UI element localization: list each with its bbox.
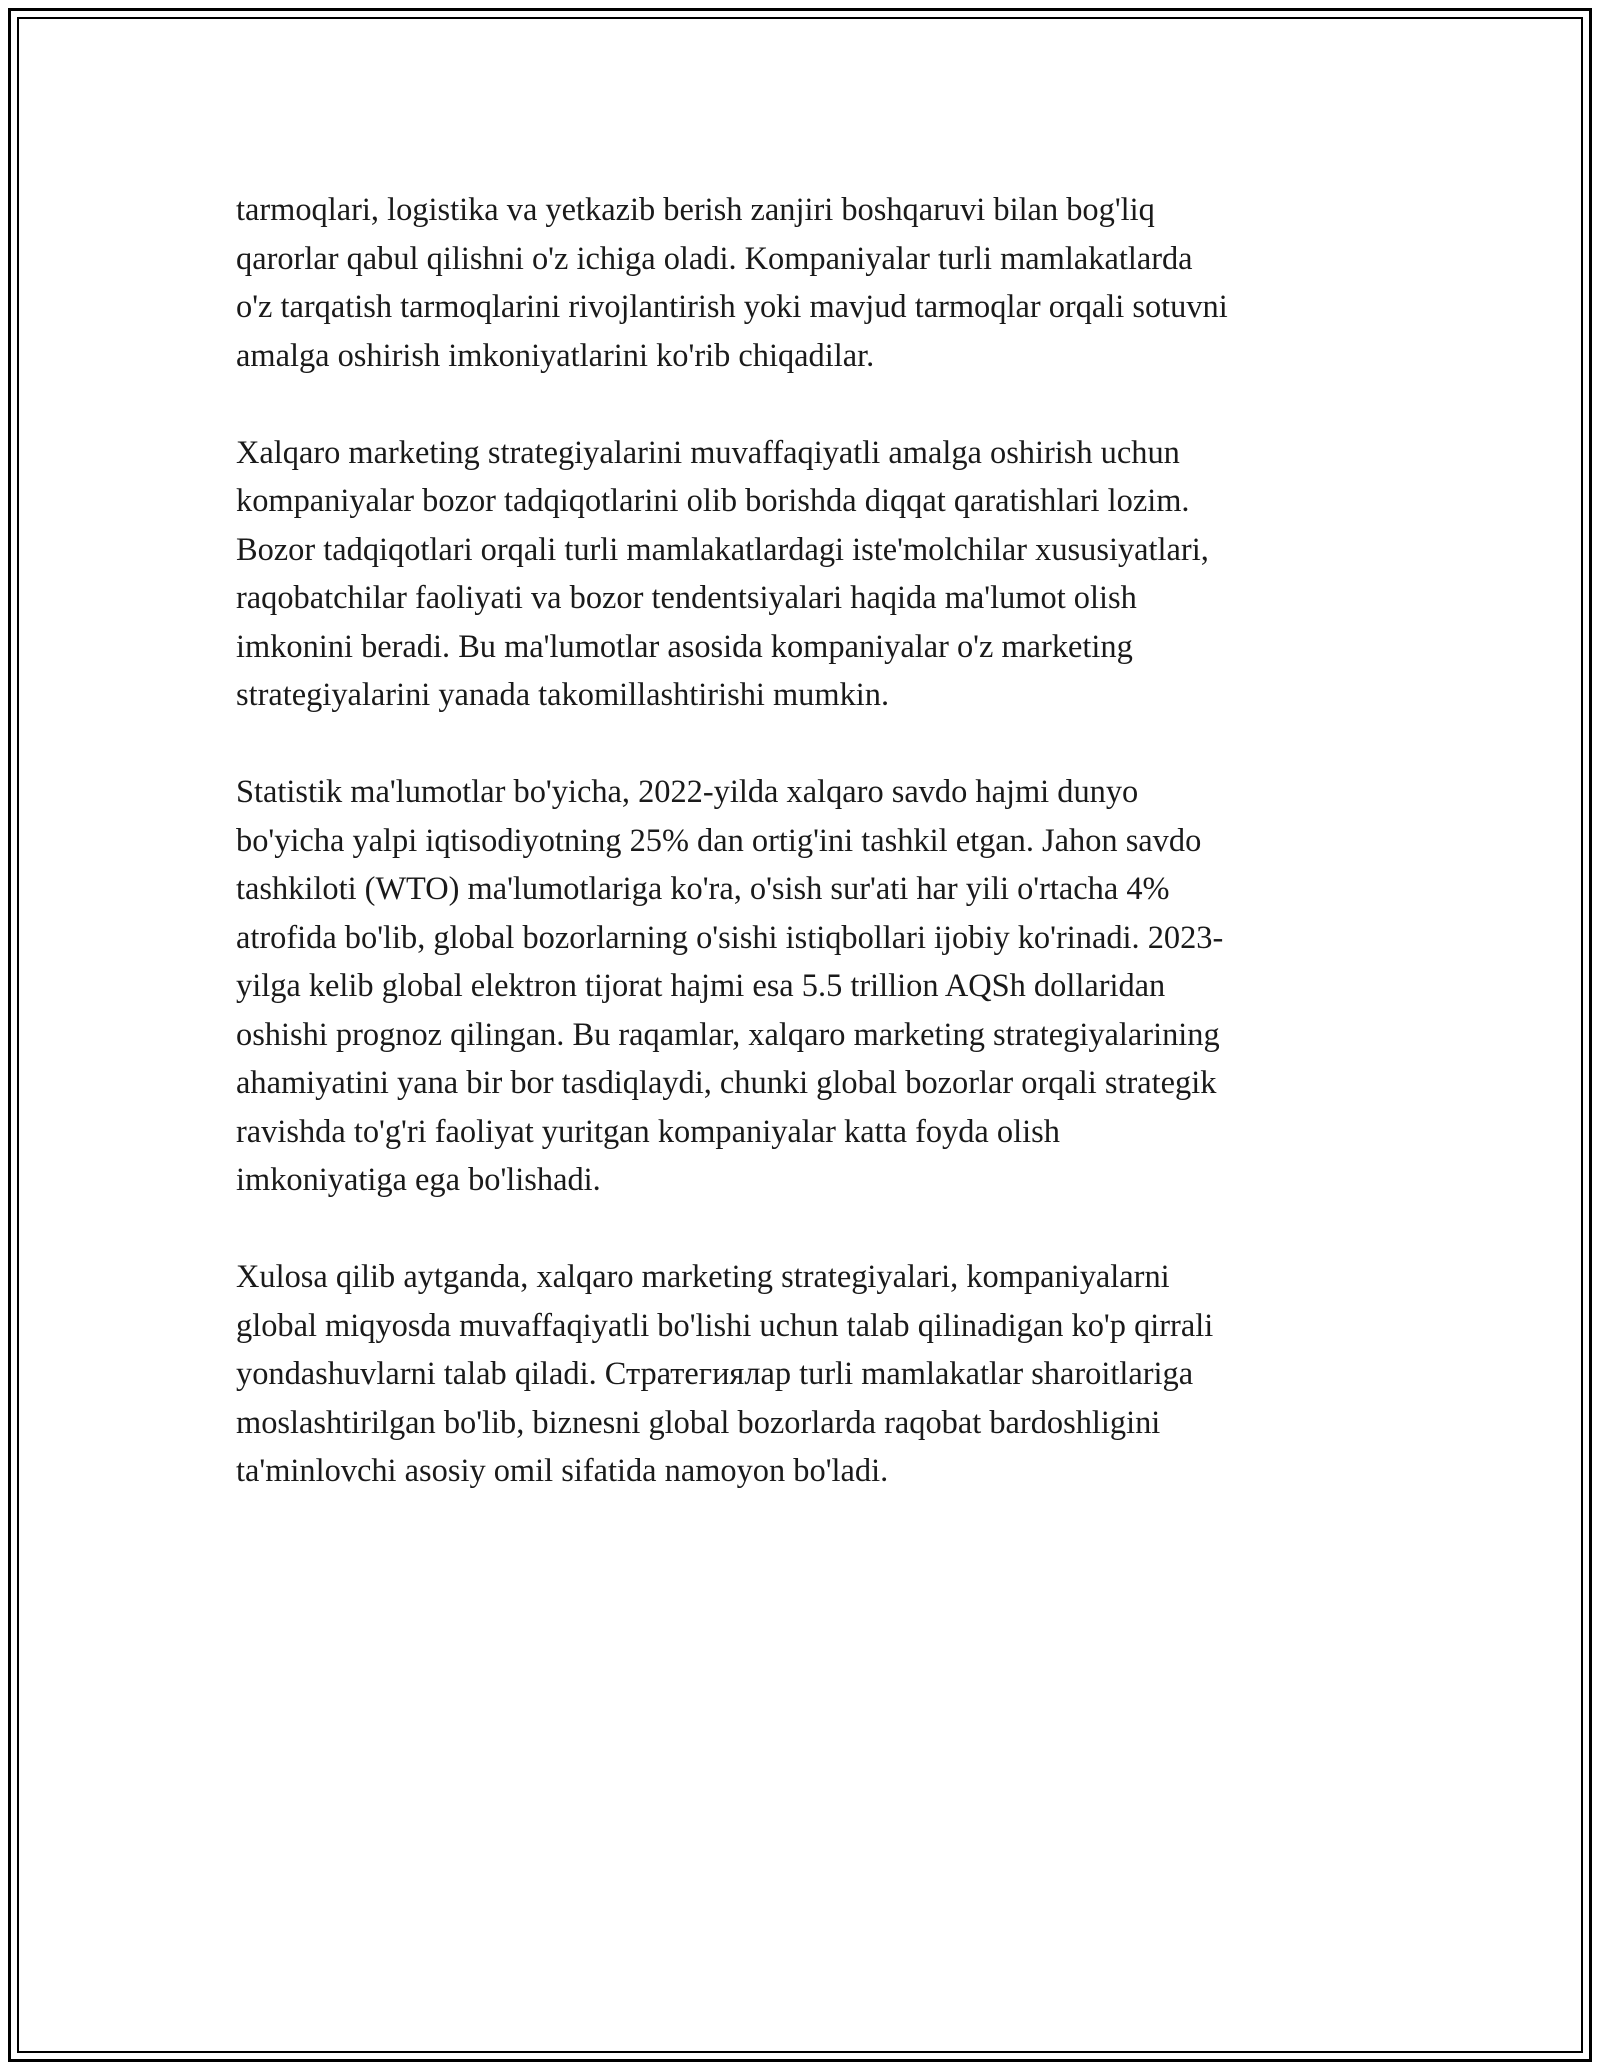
text-line: tashkiloti (WTO) ma'lumotlariga ko'ra, o'sish sur'ati har yili o'rtacha 4% — [236, 871, 1170, 907]
document-body — [236, 186, 1366, 1544]
text-line: ta'minlovchi asosiy omil sifatida namoyon bo'ladi. — [236, 1453, 889, 1489]
text-line: ahamiyatini yana bir bor tasdiqlaydi, chunki global bozorlar orqali strategik — [236, 1065, 1217, 1101]
text-line: yondashuvlarni talab qiladi. Стратегиялар turli mamlakatlar sharoitlariga — [236, 1356, 1194, 1392]
paragraph-statistics — [236, 768, 1366, 1205]
text-line: Xalqaro marketing strategiyalarini muvaffaqiyatli amalga oshirish uchun — [236, 434, 1180, 471]
text-line: yilga kelib global elektron tijorat hajmi esa 5.5 trillion AQSh dollaridan — [236, 968, 1166, 1004]
text-line: imkoniyatiga ega bo'lishadi. — [236, 1162, 601, 1198]
text-line: oshishi prognoz qilingan. Bu raqamlar, xalqaro marketing strategiyalarining — [236, 1016, 1220, 1053]
text-line: amalga oshirish imkoniyatlarini ko'rib chiqadilar. — [236, 337, 875, 374]
text-line: imkonini beradi. Bu ma'lumotlar asosida kompaniyalar o'z marketing — [236, 628, 1133, 665]
paragraph-conclusion — [236, 1253, 1366, 1496]
text-line: qarorlar qabul qilishni o'z ichiga oladi. Kompaniyalar turli mamlakatlarda — [236, 240, 1193, 277]
paragraph-distribution — [236, 186, 1366, 380]
text-line: kompaniyalar bozor tadqiqotlarini olib borishda diqqat qaratishlari lozim. — [236, 483, 1190, 519]
paragraph-market-research — [236, 429, 1366, 720]
text-line: raqobatchilar faoliyati va bozor tendentsiyalari haqida ma'lumot olish — [236, 580, 1137, 616]
text-line: Xulosa qilib aytganda, xalqaro marketing strategiyalari, kompaniyalarni — [236, 1259, 1170, 1295]
text-line: Statistik ma'lumotlar bo'yicha, 2022-yilda xalqaro savdo hajmi dunyo — [236, 774, 1139, 810]
text-line: strategiyalarini yanada takomillashtirishi mumkin. — [236, 677, 890, 713]
text-line: bo'yicha yalpi iqtisodiyotning 25% dan ortig'ini tashkil etgan. Jahon savdo — [236, 822, 1202, 859]
text-line: global miqyosda muvaffaqiyatli bo'lishi uchun talab qilinadigan ko'p qirrali — [236, 1307, 1214, 1344]
text-line: atrofida bo'lib, global bozorlarning o'sishi istiqbollari ijobiy ko'rinadi. 2023- — [236, 919, 1224, 956]
text-line: moslashtirilgan bo'lib, biznesni global bozorlarda raqobat bardoshligini — [236, 1404, 1161, 1441]
text-line: ravishda to'g'ri faoliyat yuritgan kompaniyalar katta foyda olish — [236, 1113, 1060, 1150]
text-line: tarmoqlari, logistika va yetkazib berish zanjiri boshqaruvi bilan bog'liq — [236, 192, 1155, 228]
text-line: Bozor tadqiqotlari orqali turli mamlakatlardagi iste'molchilar xususiyatlari, — [236, 531, 1209, 568]
text-line: o'z tarqatish tarmoqlarini rivojlantirish yoki mavjud tarmoqlar orqali sotuvni — [236, 289, 1228, 325]
